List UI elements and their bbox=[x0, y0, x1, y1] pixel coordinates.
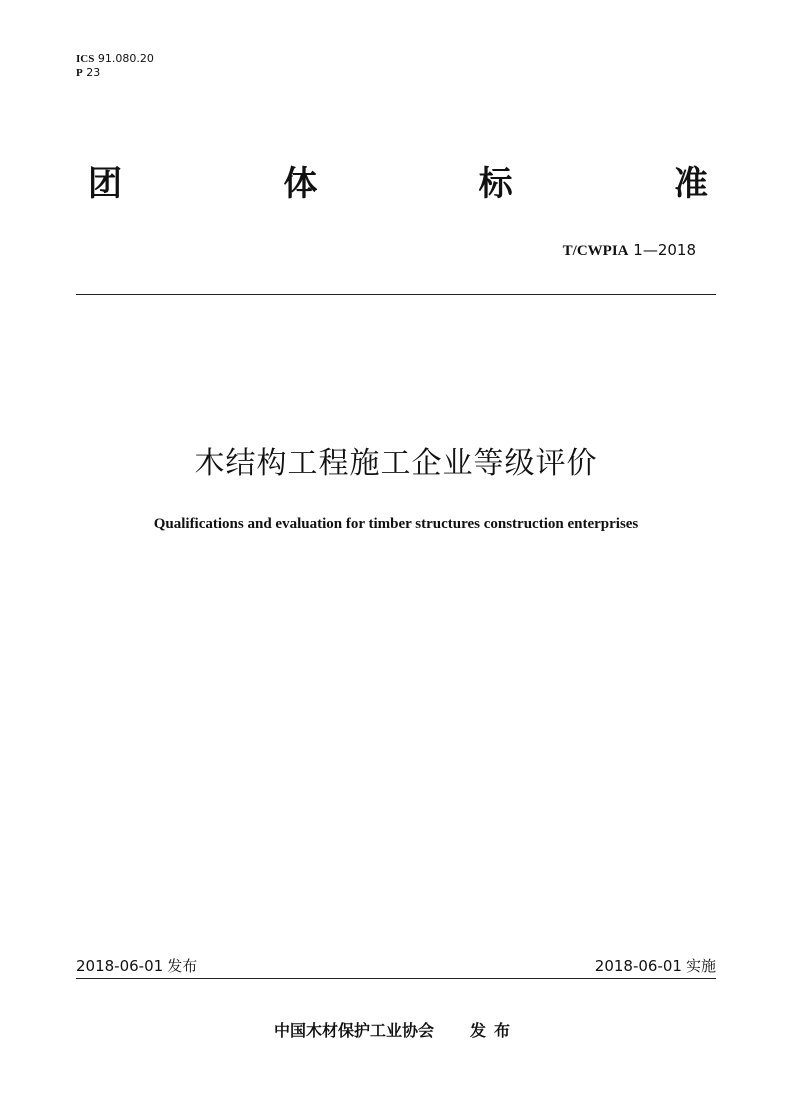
standard-type-char: 团 bbox=[88, 164, 122, 204]
standard-type-char: 标 bbox=[478, 164, 513, 204]
standard-type-char: 准 bbox=[673, 164, 708, 204]
ics-label: ICS bbox=[76, 53, 95, 65]
title-english: Qualifications and evaluation for timber structures construction enterprises bbox=[153, 516, 639, 532]
top-divider bbox=[76, 294, 716, 295]
implement-date: 2018-06-01 bbox=[594, 957, 682, 975]
ccs-code: 23 bbox=[86, 66, 101, 79]
implement-label: 实施 bbox=[685, 957, 716, 975]
ccs-label: P bbox=[76, 67, 83, 79]
ics-line bbox=[76, 52, 154, 66]
bottom-divider bbox=[76, 978, 716, 979]
implement-date-line bbox=[595, 956, 716, 976]
standard-serial: 1—2018 bbox=[633, 241, 696, 259]
standard-type-char: 体 bbox=[283, 164, 318, 204]
classification-block bbox=[76, 52, 154, 80]
publish-label: 发布 bbox=[167, 957, 198, 975]
publisher-action: 发布 bbox=[470, 1021, 519, 1040]
publisher-line bbox=[0, 1020, 792, 1042]
publish-date: 2018-06-01 bbox=[76, 957, 164, 975]
standard-org-code: T/CWPIA bbox=[562, 243, 629, 259]
ics-code: 91.080.20 bbox=[97, 52, 154, 65]
ccs-line bbox=[76, 66, 154, 80]
standard-number bbox=[563, 240, 696, 261]
publish-date-line bbox=[76, 956, 197, 976]
publisher-name: 中国木材保护工业协会 bbox=[273, 1021, 434, 1040]
standard-type-heading bbox=[88, 162, 708, 206]
title-chinese: 木结构工程施工企业等级评价 bbox=[194, 446, 598, 481]
